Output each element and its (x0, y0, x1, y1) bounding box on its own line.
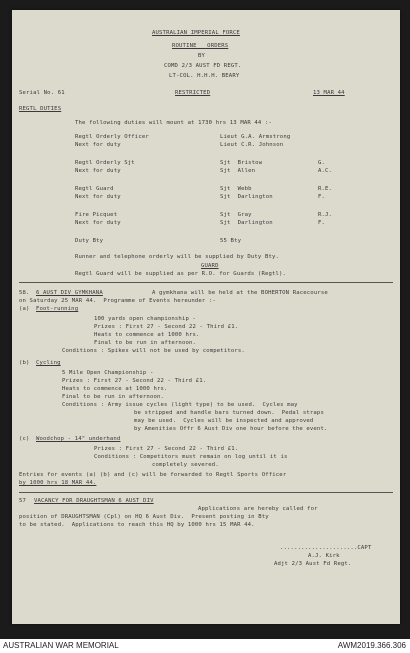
guard-note: Regtl Guard will be supplied as per R.O. for Guards (Regtl). (75, 271, 287, 277)
footer-institution: AUSTRALIAN WAR MEMORIAL (3, 641, 119, 650)
event-title-foot-running: Foot-running (36, 306, 79, 312)
event-line: completely severed. (152, 462, 219, 468)
event-line: may be used. Cycles will be inspected and approved (134, 418, 314, 424)
duty-role: Next for duty (75, 220, 121, 226)
serial-number: Serial No. 61 (19, 90, 65, 96)
signatory-title: Adjt 2/3 Aust Fd Regt. (274, 561, 352, 567)
event-line: Final to be run in afternoon. (62, 394, 165, 400)
duties-intro: The following duties will mount at 1730 hrs 13 MAR 44 :- (75, 120, 272, 126)
header-by: BY (198, 53, 206, 59)
document-page (12, 10, 400, 624)
runner-note: Runner and telephone orderly will be supplied by Duty Bty. (75, 254, 280, 260)
event-label: (a) (19, 306, 30, 312)
item-title-draughtsman: VACANCY FOR DRAUGHTSMAN 6 AUST DIV (34, 498, 154, 504)
duty-role: Next for duty (75, 168, 121, 174)
duty-role: Regtl Orderly Sjt (75, 160, 135, 166)
event-line: Prizes : First 27 - Second 22 - Third £1. (94, 446, 239, 452)
duty-person: Lieut G.A. Armstrong (220, 134, 291, 140)
event-line: Final to be run in afternoon. (94, 340, 197, 346)
duty-person: Sjt Gray (220, 212, 252, 218)
section-divider (19, 282, 393, 283)
event-line: 100 yards open championship - (94, 316, 197, 322)
guard-heading: GUARD (201, 263, 219, 269)
duty-initials: A.C. (318, 168, 333, 174)
section-divider (19, 492, 393, 493)
draughtsman-line: to be stated. Applications to reach this HQ by 1000 hrs 15 MAR 44. (19, 522, 255, 528)
order-date: 13 MAR 44 (313, 90, 345, 96)
header-title: AUSTRALIAN IMPERIAL FORCE (152, 30, 240, 36)
entries-note: Entries for events (a) (b) and (c) will be forwarded to Regtl Sports Officer (19, 472, 287, 478)
duty-person: 55 Bty (220, 238, 242, 244)
event-line: be stripped and handle bars turned down. Pedal straps (134, 410, 324, 416)
item-number: 57 (19, 498, 27, 504)
duty-role: Regtl Orderly Officer (75, 134, 149, 140)
draughtsman-line: Applications are hereby called for (198, 506, 318, 512)
duty-role: Next for duty (75, 142, 121, 148)
event-line: Conditions : Spikes will not be used by competitors. (62, 348, 245, 354)
duty-initials: G. (318, 160, 326, 166)
duty-initials: F. (318, 194, 326, 200)
event-line: Prizes : First 27 - Second 22 - Third £1. (94, 324, 239, 330)
signatory-name: A.J. Kirk (308, 553, 340, 559)
draughtsman-line: position of DRAUGHTSMAN (Cpl) on HQ 6 Aust Div. Present posting in Bty (19, 514, 269, 520)
duty-person: Sjt Webb (220, 186, 252, 192)
classification: RESTRICTED (175, 90, 211, 96)
event-label: (c) (19, 436, 30, 442)
event-line: by Amenities Offr 6 Aust Div one hour before the event. (134, 426, 328, 432)
event-line: 5 Mile Open Championship - (62, 370, 154, 376)
header-commander-unit: COMD 2/3 AUST FD REGT. (164, 63, 242, 69)
duty-initials: R.E. (318, 186, 333, 192)
event-line: Heats to commence at 1000 hrs. (94, 332, 200, 338)
item-number: 58. (19, 290, 30, 296)
event-title-woodchop: Woodchop - 14" underhand (36, 436, 121, 442)
event-label: (b) (19, 360, 30, 366)
event-line: Heats to commence at 1000 hrs. (62, 386, 168, 392)
item-title-gymkhana: 6 AUST DIV GYMKHANA (36, 290, 103, 296)
duty-person: Sjt Allen (220, 168, 256, 174)
duty-role: Fire Picquet (75, 212, 118, 218)
header-commander-name: LT-COL. H.H.H. BEARY (169, 73, 240, 79)
event-line: Prizes : First 27 - Second 22 - Third £1. (62, 378, 207, 384)
event-line: Conditions : Competitors must remain on log until it is (94, 454, 288, 460)
duty-role: Next for duty (75, 194, 121, 200)
duty-person: Sjt Darlington (220, 194, 273, 200)
duty-role: Regtl Guard (75, 186, 114, 192)
duty-initials: R.J. (318, 212, 333, 218)
footer-bar (0, 639, 410, 653)
duty-person: Lieut C.R. Johnson (220, 142, 284, 148)
gymkhana-line: A gymkhana will be held at the BOHERTON Racecourse (152, 290, 328, 296)
entries-deadline: by 1000 hrs 18 MAR 44. (19, 480, 97, 486)
duty-person: Sjt Bristow (220, 160, 263, 166)
duties-heading: REGTL DUTIES (19, 106, 62, 112)
duty-role: Duty Bty (75, 238, 104, 244)
header-routine-orders: ROUTINE ORDERS (172, 43, 229, 49)
event-line: Conditions : Army issue cycles (light type) to be used. Cycles may (62, 402, 298, 408)
duty-initials: F. (318, 220, 326, 226)
duty-person: Sjt Darlington (220, 220, 273, 226)
footer-accession-number: AWM2019.366.306 (337, 641, 406, 650)
event-title-cycling: Cycling (36, 360, 61, 366)
gymkhana-line: on Saturday 25 MAR 44. Programme of Events hereunder :- (19, 298, 216, 304)
signature-line: ......................CAPT (280, 545, 372, 551)
